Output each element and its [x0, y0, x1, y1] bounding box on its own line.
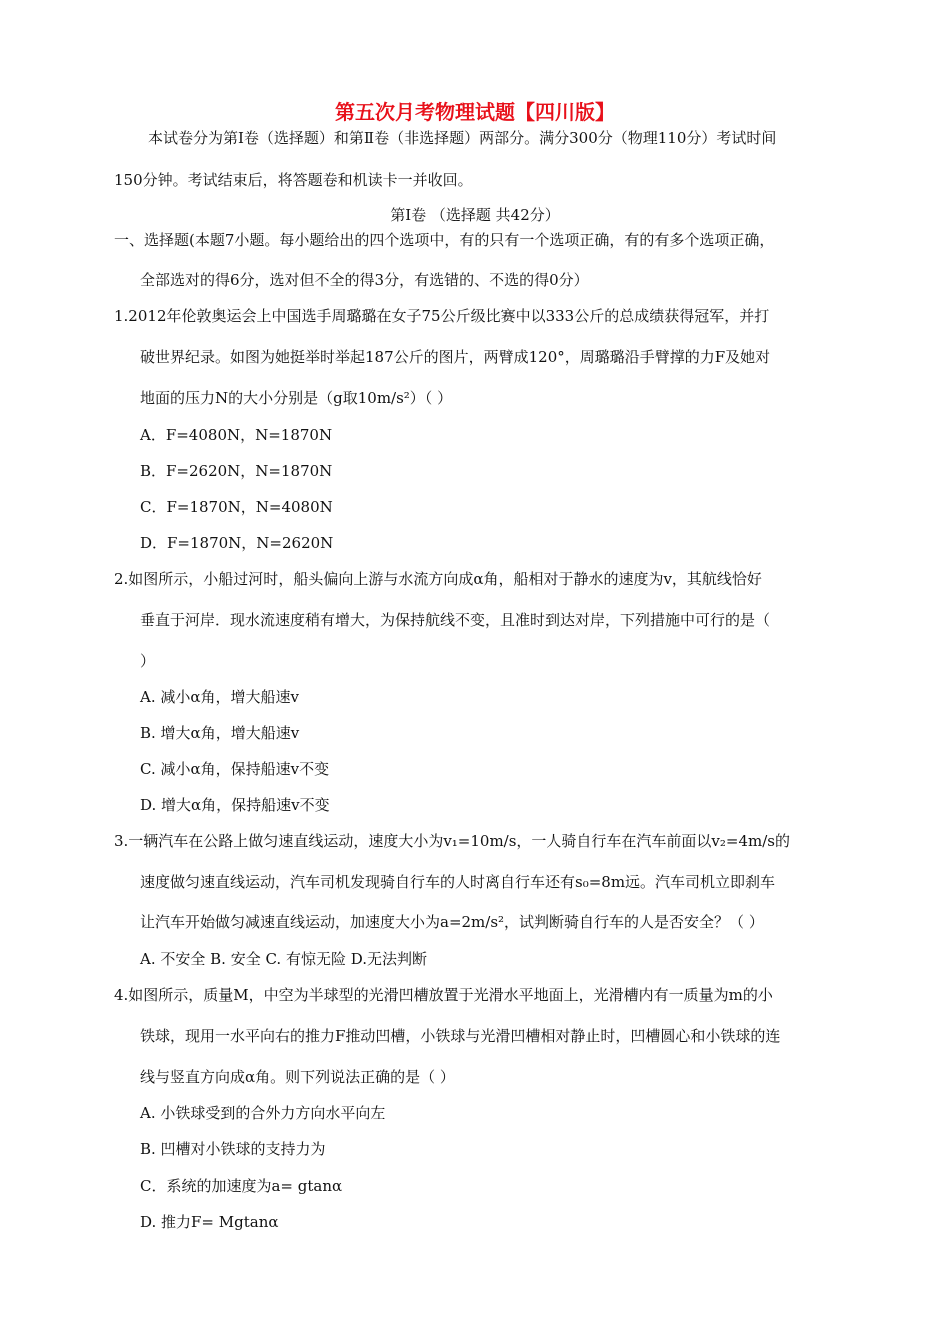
question-line: 地面的压力N的大小分别是（g取10m/s²）（ ） [140, 389, 453, 407]
question-line: 铁球，现用一水平向右的推力F推动凹槽，小铁球与光滑凹槽相对静止时，凹槽圆心和小铁球的连 [140, 1027, 781, 1045]
option-b: B．F=2620N，N=1870N [140, 462, 333, 480]
option-b: B. 增大α角，增大船速v [140, 724, 300, 742]
question-line: 线与竖直方向成α角。则下列说法正确的是（ ） [140, 1068, 455, 1086]
section-title: 第Ⅰ卷 （选择题 共42分） [390, 206, 560, 224]
question-line: 速度做匀速直线运动，汽车司机发现骑自行车的人时离自行车还有s₀=8m远。汽车司机立即刹车 [140, 873, 776, 891]
question-line: 让汽车开始做匀减速直线运动，加速度大小为a=2m/s²，试判断骑自行车的人是否安全？（ ） [140, 913, 764, 931]
option-c: C．系统的加速度为a= gtanα [140, 1177, 343, 1195]
page-title: 第五次月考物理试题【四川版】 [335, 100, 615, 124]
question-line: 3.一辆汽车在公路上做匀速直线运动，速度大小为v₁=10m/s，一人骑自行车在汽车前面以v₂=4m/s的 [114, 832, 791, 850]
option-d: D. 推力F= Mgtanα [140, 1213, 279, 1231]
option-a: A. 小铁球受到的合外力方向水平向左 [140, 1104, 386, 1122]
question-line: 垂直于河岸．现水流速度稍有增大，为保持航线不变，且准时到达对岸，下列措施中可行的是（ [140, 611, 771, 629]
option-d: D. 增大α角，保持船速v不变 [140, 796, 330, 814]
question-line: 4.如图所示，质量M，中空为半球型的光滑凹槽放置于光滑水平地面上，光滑槽内有一质量为m的小 [114, 986, 773, 1004]
question-line: 2.如图所示，小船过河时，船头偏向上游与水流方向成α角，船相对于静水的速度为v，其航线恰好 [114, 570, 762, 588]
option-b: B. 凹槽对小铁球的支持力为 [140, 1140, 326, 1158]
option-c: C. 减小α角，保持船速v不变 [140, 760, 330, 778]
question-line: 破世界纪录。如图为她挺举时举起187公斤的图片，两臂成120°，周璐璐沿手臂撑的力F及她对 [140, 348, 771, 366]
option-c: C．F=1870N，N=4080N [140, 498, 333, 516]
section-instructions-line-2: 全部选对的得6分，选对但不全的得3分，有选错的、不选的得0分） [140, 271, 589, 289]
options-inline: A. 不安全 B. 安全 C. 有惊无险 D.无法判断 [140, 950, 427, 968]
intro-line-2: 150分钟。考试结束后，将答题卷和机读卡一并收回。 [114, 171, 473, 189]
option-a: A. 减小α角，增大船速v [140, 688, 299, 706]
section-instructions-line-1: 一、选择题(本题7小题。每小题给出的四个选项中，有的只有一个选项正确，有的有多个选项正确， [114, 231, 775, 249]
question-line: ） [140, 652, 156, 670]
intro-line-1: 本试卷分为第Ⅰ卷（选择题）和第Ⅱ卷（非选择题）两部分。满分300分（物理110分）考试时间 [148, 129, 777, 147]
question-line: 1.2012年伦敦奥运会上中国选手周璐璐在女子75公斤级比赛中以333公斤的总成绩获得冠军，并打 [114, 307, 770, 325]
option-a: A．F=4080N，N=1870N [140, 426, 333, 444]
option-d: D．F=1870N，N=2620N [140, 534, 334, 552]
